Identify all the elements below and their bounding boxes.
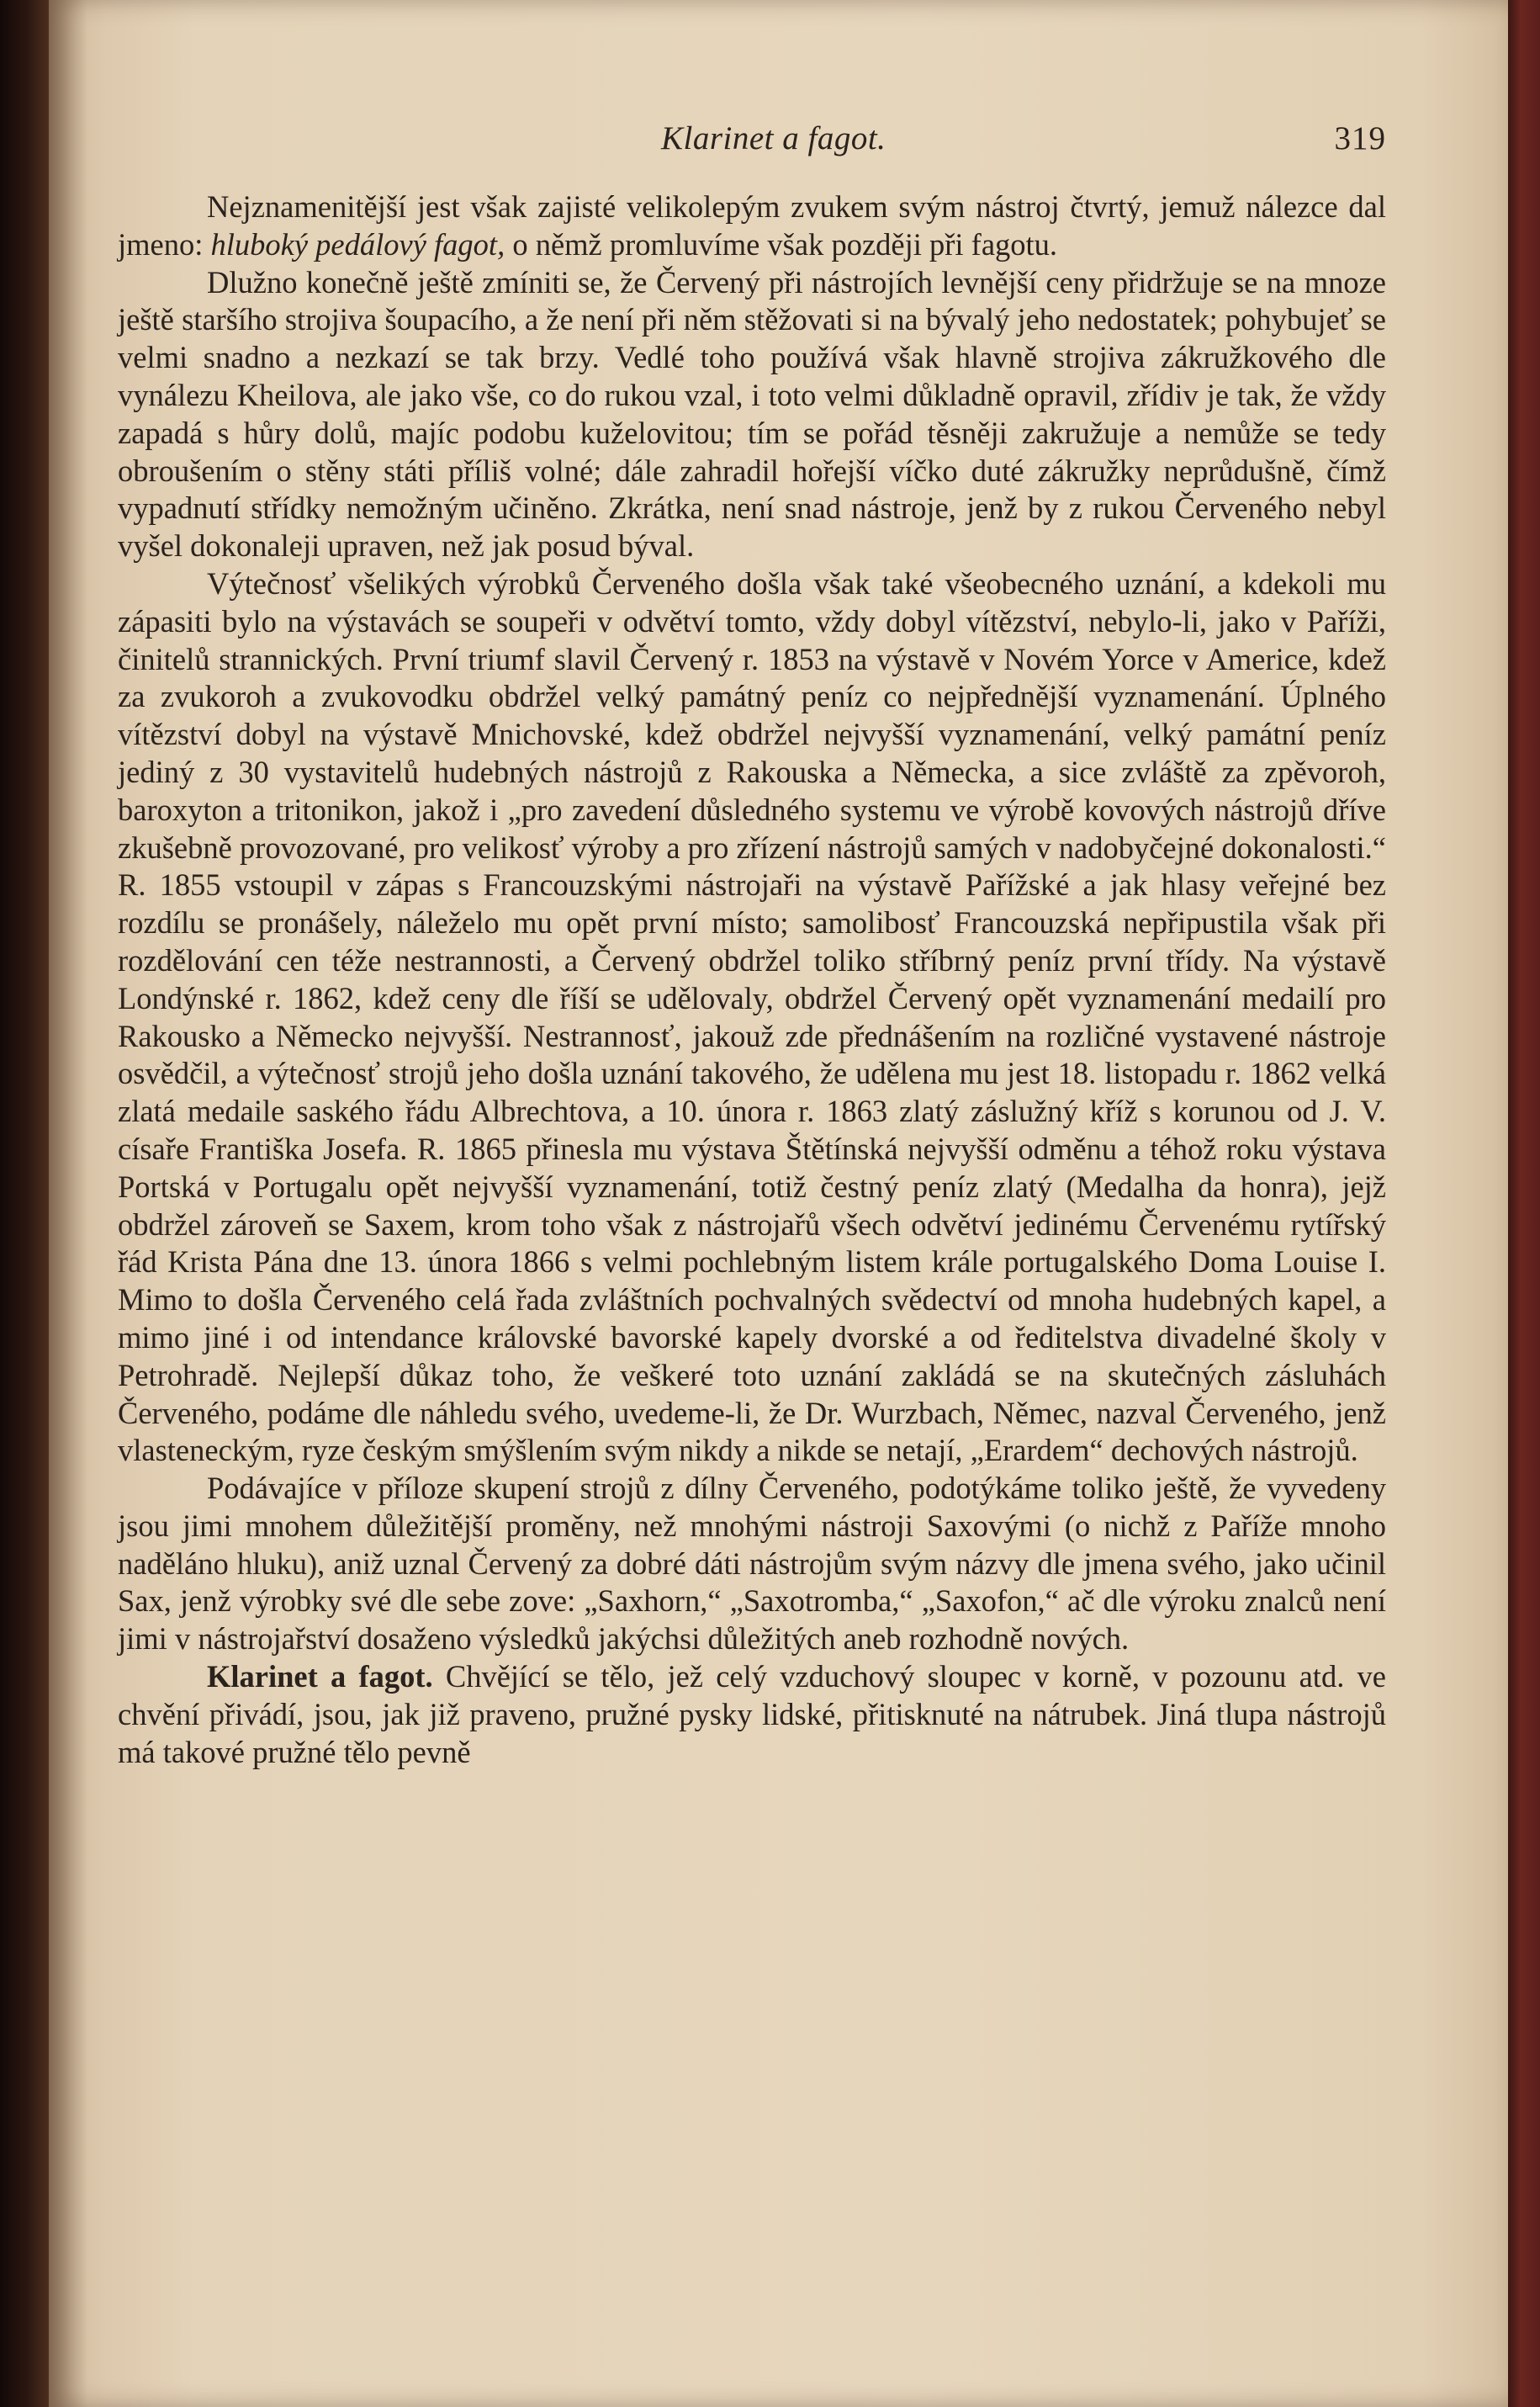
paragraph-2: Dlužno konečně ještě zmíniti se, že Červený při nástrojích levnější ceny přidržuje se na mnoze ještě staršího strojiva šoupacího, a že není při něm stěžovati si na bývalý jeho nedostatek; pohybujeť se velmi snadno a nezkazí se tak brzy. Vedlé toho používá však hlavně strojiva zákružkového dle vynálezu Kheilova, ale jako vše, co do rukou vzal, i toto velmi důkladně opravil, zřídiv je tak, že vždy zapadá s hůry dolů, majíc podobu kuželovitou; tím se pořád těsněji zakružuje a nemůže se tedy obroušením o stěny státi příliš volné; dále zahradil hořejší víčko duté zákružky neprůdušně, čímž vypadnutí střídky nemožným učiněno. Zkrátka, není snad nástroje, jenž by z rukou Červeného nebyl vyšel dokonaleji upraven, než jak posud býval. xyxy=(118,264,1386,564)
gutter-shadow xyxy=(49,0,87,2407)
paragraph-1-text: Nejznamenitější jest však zajisté velikolepým zvukem svým nástroj čtvrtý, jemuž nálezce dal jmeno: xyxy=(118,189,1386,262)
paragraph-1-text-end: o němž promluvíme však později při fagotu. xyxy=(505,226,1058,262)
paragraph-5-text: Chvějící se tělo, jež celý vzduchový sloupec v korně, v pozounu atd. ve chvění přivádí, jsou, jak již praveno, pružné pysky lidské, přitisknuté na nátrubek. Jiná tlupa nástrojů má takové pružné tělo pevně xyxy=(118,1659,1386,1769)
paragraph-4: Podávajíce v příloze skupení strojů z dílny Červeného, podotýkáme toliko ještě, že vyvedeny jsou jimi mnohem důležitější proměny, než mnohými nástroji Saxovými (o nichž z Paříže mnoho naděláno hluku), aniž uznal Červený za dobré dáti nástrojům svým názvy dle jmena svého, jako učinil Sax, jenž výrobky své dle sebe zove: „Saxhorn,“ „Saxotromba,“ „Saxofon,“ ač dle výroku znalců není jimi v nástrojařství dosaženo výsledků jakýchsi důležitých aneb rozhodně nových. xyxy=(118,1471,1386,1657)
cover-edge xyxy=(1508,0,1540,2407)
section-heading: Klarinet a fagot. xyxy=(207,1659,433,1694)
paragraph-1 xyxy=(118,188,1386,264)
running-title: Klarinet a fagot. xyxy=(661,120,886,156)
page-number: 319 xyxy=(1334,120,1386,156)
book-page xyxy=(49,0,1508,2407)
paragraph-3: Výtečnosť všelikých výrobků Červeného došla však také všeobecného uznání, a kdekoli mu zápasiti bylo na výstavách se soupeři v odvětví tomto, vždy dobyl vítězství, nebylo-li, jako v Paříži, činitelů strannických. První triumf slavil Červený r. 1853 na výstavě v Novém Yorce v Americe, kdež za zvukoroh a zvukovodku obdržel velký památný peníz co nejpřednější vyznamenání. Úplného vítězství dobyl na výstavě Mnichovské, kdež obdržel nejvyšší vyznamenání, velký památní peníz jediný z 30 vystavitelů hudebných nástrojů z Rakouska a Německa, a sice zvláště za zpěvoroh, baroxyton a tritonikon, jakož i „pro zavedení důsledného systemu ve výrobě kovových nástrojů dříve zkušebně provozované, pro velikosť výroby a pro zřízení nástrojů samých v nadobyčejné dokonalosti.“ R. 1855 vstoupil v zápas s Francouzskými nástrojaři na výstavě Pařížské a jak hlasy veřejné bez rozdílu se pronášely, náleželo mu opět první místo; samolibosť Francouzská nepřipustila však při rozdělování cen téže nestrannosti, a Červený obdržel toliko stříbrný peníz první třídy. Na výstavě Londýnské r. 1862, kdež ceny dle říší se udělovaly, obdržel Červený opět vyznamenání medailí pro Rakousko a Německo nejvyšší. Nestrannosť, jakouž zde přednášením na rozličné vystavené nástroje osvědčil, a výtečnosť strojů jeho došla uznání takového, že udělena mu jest 18. listopadu r. 1862 velká zlatá medaile saského řádu Albrechtova, a 10. února r. 1863 zlatý záslužný kříž s korunou od J. V. císaře Františka Josefa. R. 1865 přinesla mu výstava Štětínská nejvyšší odměnu a téhož roku výstava Portská v Portugalu opět nejvyšší vyznamenání, totiž čestný peníz zlatý (Medalha da honra), jejž obdržel zároveň se Saxem, krom toho však z nástrojařů všech odvětví jedinému Červenému rytířský řád Krista Pána dne 13. února 1866 s velmi pochlebným listem krále portugalského Doma Louise I. Mimo to došla Červeného celá řada zvláštních pochvalných svědectví od mnoha hudebných kapel, a mimo jiné i od intendance královské bavorské kapely dvorské a od ředitelstva divadelné školy v Petrohradě. Nejlepší důkaz toho, že veškeré toto uznání zakládá se na skutečných zásluhách Červeného, podáme dle náhledu svého, uvedeme-li, že Dr. Wurzbach, Němec, nazval Červeného, jenž vlasteneckým, ryze českým smýšlením svým nikdy a nikde se netají, „Erardem“ dechových nástrojů. xyxy=(118,565,1386,1468)
running-head xyxy=(118,119,1386,170)
body-text xyxy=(118,188,1386,1771)
italic-term: hluboký pedálový fagot, xyxy=(210,226,505,262)
paragraph-5 xyxy=(118,1658,1386,1771)
